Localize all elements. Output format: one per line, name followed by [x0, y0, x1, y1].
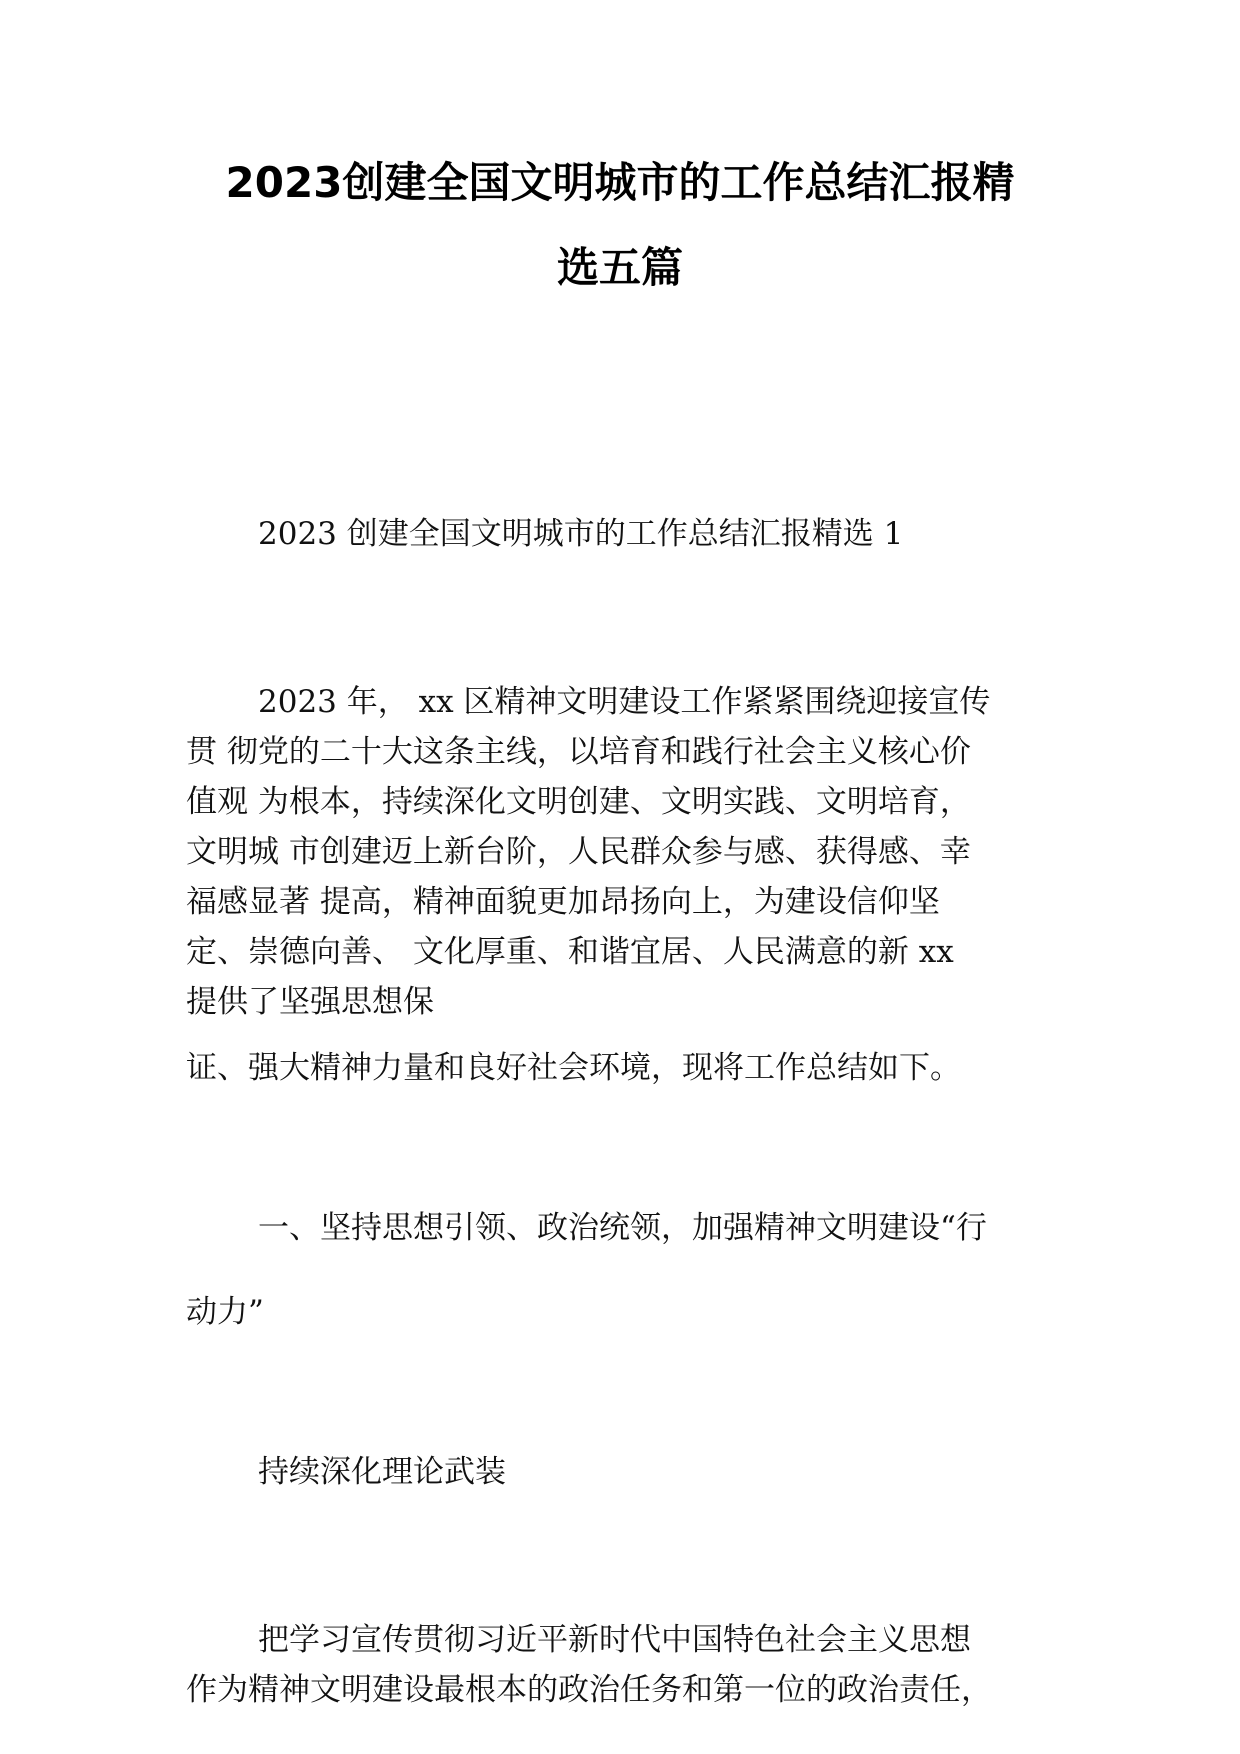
paragraph-line: 文明城 市创建迈上新台阶，人民群众参与感、获得感、幸 [186, 834, 971, 870]
paragraph-line: 福感显著 提高，精神面貌更加昂扬向上，为建设信仰坚 [186, 884, 940, 920]
paragraph-line: 定、崇德向善、 文化厚重、和谐宜居、人民满意的新 xx [186, 934, 954, 970]
section-heading: 2023 创建全国文明城市的工作总结汇报精选 1 [258, 516, 904, 552]
heading-one-line: 一、坚持思想引领、政治统领，加强精神文明建设“行 [258, 1210, 987, 1246]
document-title-line-2: 选五篇 [556, 243, 683, 292]
document-title-line-1: 2023创建全国文明城市的工作总结汇报精 [225, 158, 1015, 207]
paragraph-line: 把学习宣传贯彻习近平新时代中国特色社会主义思想 [258, 1622, 971, 1658]
paragraph-line: 值观 为根本，持续深化文明创建、文明实践、文明培育， [186, 784, 971, 820]
paragraph-line: 提供了坚强思想保 [186, 984, 434, 1020]
paragraph-line: 贯 彻党的二十大这条主线，以培育和践行社会主义核心价 [186, 734, 971, 770]
paragraph-line: 证、强大精神力量和良好社会环境，现将工作总结如下。 [186, 1050, 961, 1086]
subheading: 持续深化理论武装 [258, 1454, 506, 1490]
heading-one-line: 动力” [186, 1294, 264, 1330]
paragraph-line: 2023 年， xx 区精神文明建设工作紧紧围绕迎接宣传 [258, 684, 991, 720]
paragraph-line: 作为精神文明建设最根本的政治任务和第一位的政治责任， [186, 1672, 992, 1708]
